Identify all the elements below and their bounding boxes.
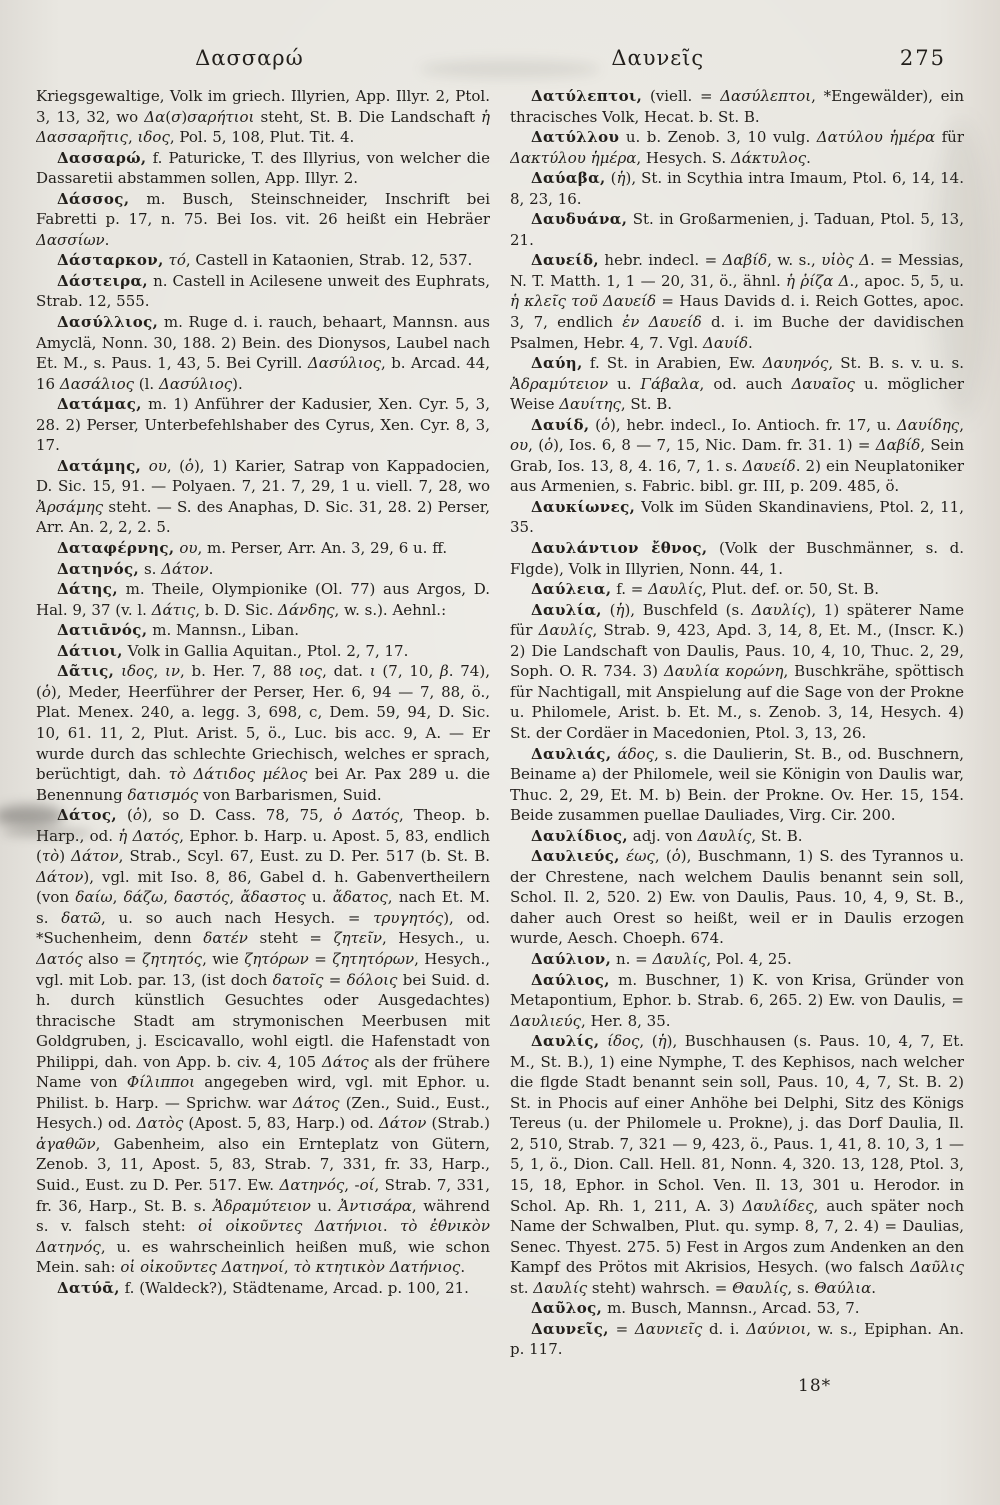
entry-body: = Δαυνιεῖς d. i. Δαύνιοι, w. s., Epiphan. An. p. 117. — [510, 1319, 964, 1359]
entry-body: adj. von Δαυλίς, St. B. — [632, 826, 803, 845]
entry-headword: Δατύᾱ, — [57, 1278, 120, 1297]
dictionary-entry — [36, 641, 490, 662]
dictionary-entry — [510, 127, 964, 168]
entry-body: (ἡ), Buschfeld (s. Δαυλίς), 1) späterer Name für Δαυλίς, Strab. 9, 423, Apd. 3, 14, 8, Et. M., (Inscr. K.) 2) Die Landschaft von Daulis, Paus. 10, 4, 10, Thuc. 2, 29, Soph. O. R. 734. 3) Δαυλία κορώνη, Buschkrähe, spöttisch für Nachtigall, mit Anspielung auf die Sage von der Prokne u. Philomele, Arist. b. Et. M., s. Zenob. 3, 14, Hesych. 4) St. der Cordäer in Macedonien, Ptol. 3, 13, 26. — [510, 600, 964, 742]
entry-body: n. = Δαυλίς, Pol. 4, 25. — [615, 949, 792, 968]
dictionary-entry — [510, 538, 964, 579]
entry-body: hebr. indecl. = Δαβίδ, w. s., υἱὸς Δ. = Messias, N. T. Matth. 1, 1 — 20, 31, ö., ähnl. ἡ ῥίζα Δ., apoc. 5, 5, u. ἡ κλεῖς τοῦ Δαυείδ = Haus Davids d. i. Reich Gottes, apoc. 3, 7, endlich ἐν Δαυείδ d. i. im Buche der davidischen Psalmen, Hebr. 4, 7. Vgl. Δαυίδ. — [510, 251, 964, 352]
entry-body: (ὁ), so D. Cass. 78, 75, ὁ Δατός, Theop. b. Harp., od. ἡ Δατός, Ephor. b. Harp. u. Apost. 5, 83, endlich (τὸ) Δάτον, Strab., Scyl. 67, Eust. zu D. Per. 517 (b. St. B. Δάτον), vgl. mit Iso. 8, 86, Gabel d. h. Gabenvertheilern (von δαίω, δάζω, δαστός, ἄδαστος u. ἄδατος, nach Et. M. s. δατῶ, u. so auch nach Hesych. = τρυγητός), od. *Suchenheim, denn δατέν steht = ζητεῖν, Hesych., u. Δατός also = ζητητός, wie ζητόρων = ζητητόρων, Hesych., vgl. mit Lob. par. 13, (ist doch δατοῖς = δόλοις bei Suid. d. h. durch künstlich Gesuchtes oder Ausgedachtes) thracische Stadt am strymonischen Meerbusen mit Goldgruben, j. Escicavallo, wohl eigtl. die Hafenstadt von Philippi, dah. von App. b. civ. 4, 105 Δάτος als der frühere Name von Φίλιπποι angegeben wird, vgl. mit Ephor. u. Philist. b. Harp. — Sprichw. war Δάτος (Zen., Suid., Eust., Hesych.) od. Δατὸς (Apost. 5, 83, Harp.) od. Δάτον (Strab.) ἀγαθῶν, Gabenheim, also ein Ernteplatz von Gütern, Zenob. 3, 11, Apost. 5, 83, Strab. 7, 331, fr. 33, Harp., Suid., Eust. zu D. Per. 517. Ew. Δατηνός, -οί, Strab. 7, 331, fr. 36, Harp., St. B. s. Ἀδραμύτειον u. Ἀντισάρα, während s. v. falsch steht: οἱ οἰκοῦντες Δατήνιοι. τὸ ἐθνικὸν Δατηνός, u. es wahrscheinlich heißen muß, wie schon Mein. sah: οἱ οἰκοῦντες Δατηνοί, τὸ κτητικὸν Δατήνιος. — [36, 806, 490, 1277]
page-footer — [798, 1376, 964, 1396]
entry-body: (ὁ), hebr. indecl., Io. Antioch. fr. 17, u. Δαυίδης, ου, (ὁ), Ios. 6, 8 — 7, 15, Nic. Dam. fr. 31. 1) = Δαβίδ, Sein Grab, Ios. 13, 8, 4. 16, 7, 1. s. Δαυείδ. 2) ein Neuplatoniker aus Armenien, s. Fabric. bibl. gr. III, p. 209. 485, ö. — [510, 415, 964, 496]
entry-body: m. Ruge d. i. rauch, behaart, Mannsn. aus Amyclä, Nonn. 30, 188. 2) Bein. des Dionysos, Laubel nach Et. M., s. Paus. 1, 43, 5. Bei Cyrill. Δασύλιος, b. Arcad. 44, 16 Δασάλιος (l. Δασύλιος). — [36, 313, 490, 393]
entry-headword: Δατάμας, — [57, 395, 142, 414]
entry-body: m. Busch, Steinschneider, Inschrift bei Fabretti p. 17, n. 75. Bei Ios. vit. 26 heißt ein Hebräer Δασσίων. — [36, 189, 490, 249]
entry-headword: Δαύαβα, — [531, 169, 606, 188]
entry-body: m. 1) Anführer der Kadusier, Xen. Cyr. 5, 3, 28. 2) Perser, Unterbefehlshaber des Cyrus, Xen. Cyr. 8, 3, 17. — [36, 395, 490, 455]
entry-body: (ἡ), St. in Scythia intra Imaum, Ptol. 6, 14, 14. 8, 23, 16. — [510, 169, 964, 208]
page-number: 275 — [899, 46, 946, 70]
dictionary-entry — [510, 250, 964, 353]
dictionary-entry — [36, 86, 490, 148]
entry-headword: Δατύλλου — [531, 128, 620, 147]
dictionary-entry — [510, 970, 964, 1032]
entry-headword: Δατύλεπτοι, — [531, 87, 643, 105]
dictionary-entry — [510, 497, 964, 538]
page-header — [36, 46, 964, 76]
entry-headword: Δαυνεῖς, — [531, 1319, 609, 1338]
entry-body: έως, (ὁ), Buschmann, 1) S. des Tyrannos u. der Chrestene, nach welchem Daulis benannt sein soll, Schol. Il. 2, 520. 2) Ew. von Daulis, Paus. 10, 4, 9, St. B., daher auch Orest so heißt, weil er in Daulis erzogen wurde, Aesch. Choeph. 674. — [510, 847, 964, 948]
dictionary-entry — [510, 826, 964, 847]
entry-body: ιδος, ιν, b. Her. 7, 88 ιος, dat. ι (7, 10, β. 74), (ὁ), Meder, Heerführer der Perser, Her. 6, 94 — 7, 88, ö., Plat. Menex. 240, a. legg. 3, 698, c, Dem. 59, 94, D. Sic. 10, 61. 11, 2, Plut. Arist. 5, ö., Luc. bis acc. 9, A. — Er wurde durch das schlechte Griechisch, welches er sprach, berüchtigt, dah. τὸ Δάτιδος μέλος bei Ar. Pax 289 u. die Benennung δατισμός von Barbarismen, Suid. — [36, 662, 490, 804]
entry-headword: Δασύλλιος, — [57, 313, 159, 332]
entry-body: St. in Großarmenien, j. Taduan, Ptol. 5, 13, 21. — [510, 210, 964, 249]
entry-headword: Δαύλιος, — [531, 970, 610, 989]
dictionary-entry — [36, 661, 490, 805]
dictionary-entry — [36, 312, 490, 394]
entry-headword: Δατάμης, — [57, 456, 142, 475]
dictionary-entry — [36, 271, 490, 312]
dictionary-entry — [36, 620, 490, 641]
running-head-right: Δαυνεῖς — [611, 46, 705, 70]
entry-headword: Δάτος, — [57, 806, 118, 825]
entry-headword: Δάτιοι, — [57, 641, 123, 660]
entry-body: m. Mannsn., Liban. — [152, 621, 300, 640]
entry-body: Volk in Gallia Aquitan., Ptol. 2, 7, 17. — [127, 641, 409, 660]
entry-body: f. (Waldeck?), Städtename, Arcad. p. 100, 21. — [124, 1278, 469, 1297]
dictionary-entry — [36, 1278, 490, 1299]
dictionary-entry — [510, 168, 964, 209]
entry-headword: Δάσταρκον, — [57, 251, 164, 270]
dictionary-entry — [36, 250, 490, 271]
dictionary-entry — [510, 86, 964, 127]
dictionary-entry — [36, 538, 490, 559]
entry-body: ου, m. Perser, Arr. An. 3, 29, 6 u. ff. — [179, 539, 448, 558]
entry-headword: Δαυλίς, — [531, 1032, 600, 1051]
dictionary-entry — [510, 1031, 964, 1298]
entry-body: m. Busch, Mannsn., Arcad. 53, 7. — [607, 1299, 860, 1318]
entry-headword: Δαύλεια, — [531, 580, 612, 599]
right-column — [510, 86, 964, 1360]
entry-body: (Volk der Buschmänner, s. d. Flgde), Volk in Illyrien, Nonn. 44, 1. — [510, 539, 964, 578]
entry-body: u. b. Zenob. 3, 10 vulg. Δατύλου ἡμέρα für Δακτύλου ἡμέρα, Hesych. S. Δάκτυλος. — [510, 128, 964, 167]
entry-headword: Δασσαρώ, — [57, 148, 147, 167]
entry-body: m. Buschner, 1) K. von Krisa, Gründer von Metapontium, Ephor. b. Strab. 6, 265. 2) Ew. von Daulis, = Δαυλιεύς, Her. 8, 35. — [510, 970, 964, 1030]
entry-body: τό, Castell in Kataonien, Strab. 12, 537. — [168, 251, 473, 270]
entry-headword: Δατηνός, — [57, 559, 140, 578]
entry-body: f. St. in Arabien, Ew. Δαυηνός, St. B. s. v. u. s. Ἀδραμύτειον u. Γάβαλα, od. auch Δαυαῖος u. möglicher Weise Δαυίτης, St. B. — [510, 354, 964, 414]
dictionary-entry — [510, 600, 964, 744]
running-head-left: Δασσαρώ — [195, 46, 304, 70]
dictionary-entry — [36, 394, 490, 456]
entry-body: άδος, s. die Daulierin, St. B., od. Buschnern, Beiname a) der Philomele, weil sie Königin von Daulis war, Thuc. 2, 29, Et. M. b) Bein. der Prokne. Ov. Her. 15, 154. Beide zusammen puellae Dauliades, Virg. Cir. 200. — [510, 744, 964, 825]
entry-body: m. Theile, Olympionike (Ol. 77) aus Argos, D. Hal. 9, 37 (v. l. Δάτις, b. D. Sic. Δάνδης, w. s.). Aehnl.: — [36, 580, 490, 619]
entry-headword: Δαύη, — [531, 354, 583, 373]
entry-headword: Δαυκίωνες, — [531, 497, 636, 516]
entry-body: (viell. = Δασύλεπτοι, *Engewälder), ein thracisches Volk, Hecat. b. St. B. — [510, 87, 964, 126]
entry-headword: Δαυλιάς, — [531, 744, 612, 763]
entry-headword: Δαυλία, — [531, 600, 602, 619]
dictionary-entry — [510, 353, 964, 415]
dictionary-entry — [510, 1298, 964, 1319]
dictionary-entry — [510, 1319, 964, 1360]
entry-headword: Δαυδυάνα, — [531, 210, 628, 229]
dictionary-entry — [36, 456, 490, 538]
entry-body: f. Paturicke, T. des Illyrius, von welcher die Dassaretii abstammen sollen, App. Illyr. 2. — [36, 148, 490, 188]
entry-headword: Δαῦλος, — [531, 1299, 603, 1318]
dictionary-entry — [36, 189, 490, 251]
entry-body: ίδος, (ἡ), Buschhausen (s. Paus. 10, 4, 7, Et. M., St. B.), 1) eine Nymphe, T. des Kephisos, nach welcher die flgde Stadt benannt sein soll, Paus. 10, 4, 7, St. B. 2) St. in Phocis auf einer Anhöhe bei Delphi, Sitz des Königs Tereus (u. der Philomele u. Prokne), j. das Dorf Daulia, Il. 2, 510, Strab. 7, 321 — 9, 423, ö., Paus. 1, 41, 8. 10, 3, 1 — 5, 1, ö., Dion. Call. Hell. 81, Nonn. 4, 320. 13, 128, Ptol. 3, 15, 18, Ephor. in Schol. Ven. Il. 13, 301 u. Herodor. in Schol. Ap. Rh. 1, 211, A. 3) Δαυλίδες, auch später noch Name der Schwalben, Plut. qu. symp. 8, 7, 2. 4) = Daulias, Senec. Thyest. 275. 5) Fest in Argos zum Andenken an den Kampf des Prötos mit Akrisios, Hesych. (wo falsch Δαῦλις st. Δαυλίς steht) wahrsch. = Θαυλίς, s. Θαύλια. — [510, 1032, 964, 1297]
entry-headword: Δαυλίδιος, — [531, 826, 628, 845]
entry-headword: Δαυλιεύς, — [531, 847, 620, 866]
entry-body: ου, (ὁ), 1) Karier, Satrap von Kappadocien, D. Sic. 15, 91. — Polyaen. 7, 21. 7, 29, 1 u. viell. 7, 28, wo Ἀρσάμης steht. — S. des Anaphas, D. Sic. 31, 28. 2) Perser, Arr. An. 2, 2, 2. 5. — [36, 456, 490, 537]
dictionary-entry — [510, 744, 964, 826]
entry-body: Volk im Süden Skandinaviens, Ptol. 2, 11, 35. — [510, 497, 964, 537]
entry-headword: Δατιᾱνός, — [57, 621, 148, 640]
dictionary-entry — [510, 846, 964, 949]
left-column — [36, 86, 490, 1360]
entry-headword: Δαυείδ, — [531, 251, 599, 270]
entry-headword: Δαυίδ, — [531, 415, 590, 434]
dictionary-entry — [510, 579, 964, 600]
dictionary-entry — [36, 805, 490, 1278]
entry-headword: Δαταφέρνης, — [57, 539, 175, 558]
entry-headword: Δάστειρα, — [57, 271, 149, 290]
entry-headword: Δαύλιον, — [531, 949, 612, 968]
entry-headword: Δάτης, — [57, 580, 118, 599]
dictionary-entry — [510, 949, 964, 970]
signature-mark: 18* — [798, 1375, 832, 1396]
entry-headword: Δάσσος, — [57, 189, 130, 208]
dictionary-entry — [510, 209, 964, 250]
dictionary-entry — [510, 415, 964, 497]
entry-body: n. Castell in Acilesene unweit des Euphrats, Strab. 12, 555. — [36, 271, 490, 311]
text-columns — [36, 86, 964, 1360]
dictionary-entry — [36, 579, 490, 620]
entry-body: Kriegsgewaltige, Volk im griech. Illyrien, App. Illyr. 2, Ptol. 3, 13, 32, wo Δα(σ)σαρήτιοι steht, St. B. Die Landschaft ἡ Δασσαρῆτις, ιδος, Pol. 5, 108, Plut. Tit. 4. — [36, 87, 490, 147]
entry-body: s. Δάτον. — [143, 559, 214, 578]
entry-headword: Δᾶτις, — [57, 662, 115, 681]
dictionary-entry — [36, 559, 490, 580]
dictionary-entry — [36, 148, 490, 189]
entry-body: f. = Δαυλίς, Plut. def. or. 50, St. B. — [616, 580, 880, 599]
entry-headword: Δαυλάντιον ἔθνος, — [531, 539, 708, 558]
